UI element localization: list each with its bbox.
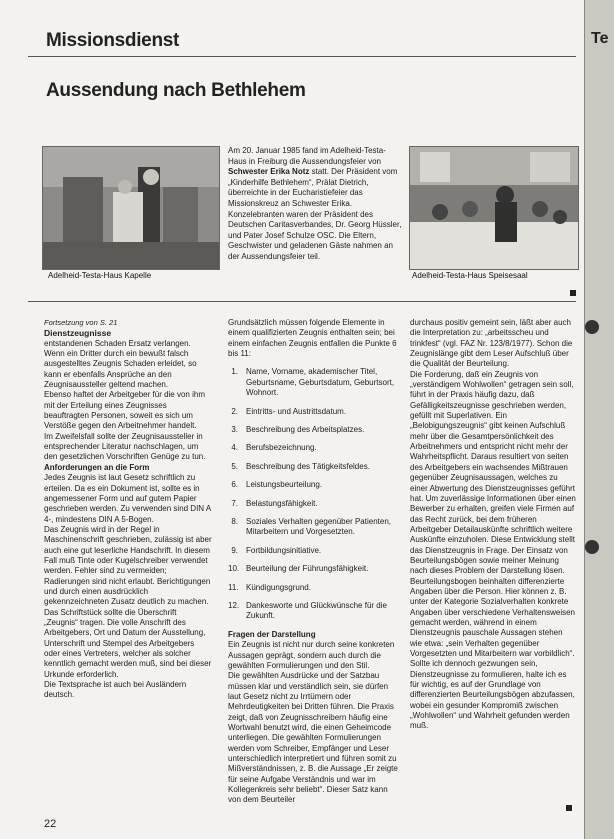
col1-paragraph: Das Schriftstück sollte die Überschrift „Zeugnis“ tragen. Die volle Anschrift des Arbeitgebers, Ort und Datum der Ausstellung, Unterschrift und Stempel des Arbeitgebers oder eines Vertreters, welcher als solcher kenntlich gemacht werden muß, sind bei dieser Urkunde erforderlich. bbox=[44, 607, 212, 679]
list-text: Dankesworte und Glückwünsche für die Zukunft. bbox=[246, 601, 387, 621]
list-item bbox=[228, 546, 402, 556]
list-item bbox=[228, 425, 402, 435]
column-1 bbox=[44, 318, 212, 814]
list-text: Kündigungsgrund. bbox=[246, 582, 311, 592]
list-item bbox=[228, 407, 402, 417]
list-item bbox=[228, 564, 402, 574]
list-number: 9. bbox=[231, 545, 238, 555]
list-number: 5. bbox=[231, 461, 238, 471]
list-item bbox=[228, 462, 402, 472]
column-2 bbox=[228, 318, 402, 834]
col2-paragraph: Die gewählten Ausdrücke und der Satzbau müssen klar und verständlich sein, sie dürfen laut Gesetz nicht zu Irrtümern oder Mehrdeutigkeiten bei Dritten führen. Die Praxis zeigt, daß von Zeugnisschreibern häufig eine Wortwahl benutzt wird, die einen Geheimcode unterliegen. Die gewählten Formulierungen werden vom Schreiber, Empfänger und Leser unterschiedlich interpretiert und führen somit zu Mißverständnissen, z. B. die Aussage „Er zeigte für seine Aufgabe Verständnis und war im Kollegenkreis sehr beliebt“. Dieser Satz kann von dem Beurteiler bbox=[228, 671, 398, 805]
list-item bbox=[228, 443, 402, 453]
article-end-square bbox=[566, 805, 572, 811]
list-text: Fortbildungsinitiative. bbox=[246, 545, 322, 555]
col1-paragraph: Im Zweifelsfall sollte der Zeugnisaussteller in entsprechender Literatur nachschlagen, um den gesetzlichen Vorschriften Genüge zu tun. bbox=[44, 431, 206, 462]
list-item bbox=[228, 480, 402, 490]
photo-dining-hall bbox=[409, 146, 579, 270]
col1-paragraph: Ebenso haftet der Arbeitgeber für die von ihm mit der Erteilung eines Zeugnisses beauftragten Personen, soweit es sich um Verstöße gegen den Arbeitnehmer handelt. bbox=[44, 390, 205, 431]
list-number: 6. bbox=[231, 480, 238, 490]
col1-paragraph: entstandenen Schaden Ersatz verlangen. Wenn ein Dritter durch ein bewußt falsch ausgestelltes Zeugnis Schaden erleidet, so kann er ebenfalls Ansprüche an den Zeugnisaussteller geltend machen. bbox=[44, 338, 197, 390]
list-text: Beurteilung der Führungsfähigkeit. bbox=[246, 564, 369, 574]
list-text: Beschreibung des Tätigkeitsfeldes. bbox=[246, 461, 370, 471]
list-item bbox=[228, 367, 402, 398]
column-title: Dienstzeugnisse bbox=[44, 328, 112, 339]
chapel-photo-image bbox=[43, 147, 219, 269]
dining-hall-photo-image bbox=[410, 147, 578, 269]
list-number: 12. bbox=[228, 601, 240, 611]
adjacent-page-edge bbox=[584, 0, 614, 839]
col2-paragraph: Ein Zeugnis ist nicht nur durch seine konkreten Aussagen geprägt, sondern auch durch die gewählten Formulierungen und den Stil. bbox=[228, 640, 395, 670]
list-number: 4. bbox=[231, 443, 238, 453]
binding-hole bbox=[585, 540, 599, 554]
adjacent-page-title-fragment: Te bbox=[591, 30, 609, 47]
col2-subheading: Fragen der Darstellung bbox=[228, 629, 316, 639]
list-item bbox=[228, 583, 402, 593]
list-number: 2. bbox=[231, 406, 238, 416]
col3-paragraph: durchaus positiv gemeint sein, läßt aber auch die Interpretation zu: „arbeitsscheu und trinkfest“ (vgl. FAZ Nr. 123/8/1977). Schon die Zeugnislänge gibt dem Leser Aufschluß über die Qualität der Beurteilung. bbox=[410, 318, 573, 369]
list-text: Name, Vorname, akademischer Titel, Geburtsname, Geburtsdatum, Geburtsort, Wohnort. bbox=[246, 367, 395, 398]
page-number: 22 bbox=[44, 818, 57, 830]
list-text: Eintritts- und Austrittsdatum. bbox=[246, 406, 347, 416]
header-rule bbox=[28, 56, 576, 57]
list-number: 7. bbox=[231, 498, 238, 508]
list-item bbox=[228, 499, 402, 509]
list-text: Beschreibung des Arbeitsplatzes. bbox=[246, 425, 365, 434]
intro-paragraph bbox=[228, 146, 404, 263]
col3-paragraph: Die Forderung, daß ein Zeugnis von „verständigem Wohlwollen“ getragen sein soll, führt in der Praxis häufig dazu, daß Gefälligkeitszeugnisse geschrieben werden, gefüllt mit Superlativen. Ein „Belobigungszeugnis“ gibt keinen Aufschluß mehr über die Gesamtpersönlichkeit des Arbeitnehmers und entspricht nicht mehr der Wahrheitspflicht. Daraus resultiert von seiten des Arbeitgebers ein wachsendes Mißtrauen gegenüber Zeugnisaussagen, welches zu einer Abwertung des Dienstzeugnisses geführt hat. Um zuverlässige Informationen über einen Bewerber zu erhalten, greifen viele Firmen auf das Recht zurück, bei dem früheren Arbeitgeber Detailauskünfte schriftlich weitere Auskünfte einzuholen. Diese Entwicklung stellt das Dienstzeugnis in Frage. Der Einsatz von Beurteilungsbögen sowie meiner Meinung nach dieses Problem der Darstellung lösen. Beurteilungsbogen beinhalten differenzierte Angaben über die Person. Hier können z. B. unter der Kategorie Sozialverhalten konkrete Angaben über verschiedene Verhaltensweisen gemacht werden, während in einem Dienstzeugnis pauschale Aussagen stehen wie etwa: „sein Verhalten gegenüber Vorgesetzten und Mitarbeitern war vorbildlich“. Sollte ich dennoch gezwungen sein, Dienstzeugnisse zu formulieren, halte ich es für wichtig, es auf der Grundlage von differenzierten Beurteilungsbögen abzufassen, wobei ein gesunder Kompromiß zwischen „Wohlwollen“ und Wahrheit gefunden werden muß. bbox=[410, 369, 576, 731]
article-end-square bbox=[570, 290, 576, 296]
col1-paragraph: Jedes Zeugnis ist laut Gesetz schriftlich zu erteilen. Da es ein Dokument ist, sollte es in angemessener Form und auf gutem Papier geschrieben werden. Zu verwenden sind DIN A 4-, mindestens DIN A 5-Bogen. bbox=[44, 473, 211, 524]
col1-subheading: Anforderungen an die Form bbox=[44, 462, 150, 472]
list-item bbox=[228, 517, 402, 538]
intro-text-2: statt. Der Präsident vom „Kinderhilfe Bethlehem“, Prälat Dietrich, überreichte in der Eucharistiefeier das Missionskreuz an Schwester Erika. Konzelebranten waren der Präsident des Deutschen Caritasverbandes, Dr. Georg Hüssler, und Pater Josef Schulze OSC. Die Eltern, Geschwister und geladenen Gäste nahmen an der Aussendungsfeier teil. bbox=[228, 167, 402, 261]
list-text: Belastungsfähigkeit. bbox=[246, 498, 318, 508]
list-number: 10. bbox=[228, 564, 240, 574]
list-text: Berufsbezeichnung. bbox=[246, 443, 317, 453]
intro-name: Schwester Erika Notz bbox=[228, 167, 310, 177]
intro-text-1: Am 20. Januar 1985 fand im Adelheid-Testa-Haus in Freiburg die Aussendungsfeier von bbox=[228, 146, 386, 166]
list-number: 3. bbox=[231, 425, 238, 434]
list-text: Soziales Verhalten gegenüber Patienten, Mitarbeitern und Vorgesetzten. bbox=[246, 517, 391, 537]
article-title: Aussendung nach Bethlehem bbox=[46, 80, 306, 101]
photo-chapel bbox=[42, 146, 220, 270]
binding-hole bbox=[585, 320, 599, 334]
continuation-note: Fortsetzung von S. 21 bbox=[44, 318, 118, 327]
section-heading: Missionsdienst bbox=[46, 30, 180, 51]
photo-caption-left: Adelheid-Testa-Haus Kapelle bbox=[48, 271, 152, 280]
column-3 bbox=[410, 318, 576, 808]
col1-paragraph: Die Textsprache ist auch bei Ausländern deutsch. bbox=[44, 680, 187, 700]
photo-caption-right: Adelheid-Testa-Haus Speisesaal bbox=[412, 271, 528, 280]
middle-rule bbox=[28, 301, 576, 302]
list-number: 11. bbox=[228, 582, 239, 592]
col1-paragraph: Das Zeugnis wird in der Regel in Maschinenschrift geschrieben, zulässig ist aber auch eine gut leserliche Handschrift. In diesem Fall muß Tinte oder Kugelschreiber verwendet werden. Fehler sind zu vermeiden; Radierungen sind nicht erlaubt. Berichtigungen und durch einen ausdrücklich gekennzeichneten Zusatz deutlich zu machen. bbox=[44, 524, 212, 607]
list-text: Leistungsbeurteilung. bbox=[246, 480, 323, 490]
col2-intro: Grundsätzlich müssen folgende Elemente in einem qualifizierten Zeugnis enthalten sein; bei einem einfachen Zeugnis entfallen die Punkte 6 bis 11: bbox=[228, 318, 397, 359]
list-item bbox=[228, 601, 402, 622]
list-number: 1. bbox=[231, 367, 238, 377]
list-number: 8. bbox=[231, 517, 238, 527]
requirements-list bbox=[228, 367, 402, 622]
